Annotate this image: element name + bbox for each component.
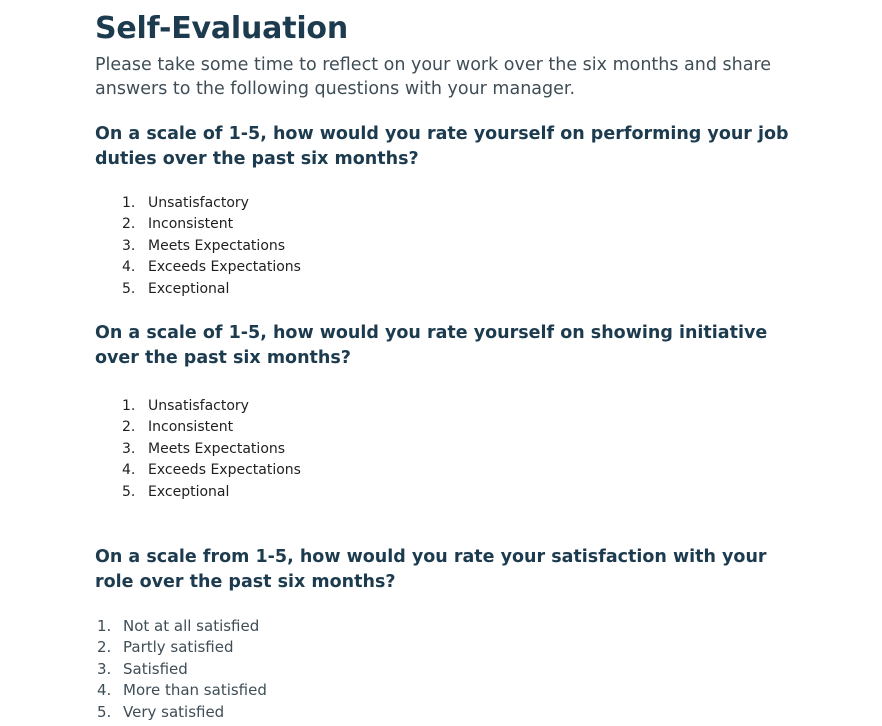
list-number: 2. [97,638,112,657]
option-label: Unsatisfactory [148,398,249,414]
list-item [97,637,267,658]
option-label: Meets Expectations [148,237,286,254]
option-label: Partly satisfied [123,638,234,657]
list-item [97,659,267,680]
list-item [97,616,267,637]
option-label: Inconsistent [148,419,234,436]
list-number: 1. [122,195,136,211]
option-label: Inconsistent [148,216,234,233]
list-item [122,279,301,300]
list-number: 1. [122,398,136,414]
option-label: Satisfied [123,659,188,678]
list-item [122,417,301,438]
page-title: Self-Evaluation [95,11,348,46]
option-label: Exceeds Expectations [148,259,301,276]
option-label: Unsatisfactory [148,195,249,211]
option-label: Very satisfied [123,702,225,721]
question-initiative: On a scale of 1-5, how would you rate yourself on showing initiative over the past six months? [95,323,768,368]
list-number: 3. [97,659,112,678]
list-item [122,214,301,235]
question-role-satisfaction: On a scale from 1-5, how would you rate your satisfaction with your role over the past six months? [95,547,767,592]
list-number: 3. [122,440,136,457]
list-number: 4. [122,259,136,276]
option-label: Exceptional [148,483,230,500]
list-item [122,193,301,214]
option-label: Meets Expectations [148,440,286,457]
list-item [97,680,267,701]
option-label: Exceptional [148,280,230,297]
list-number: 2. [122,216,136,233]
list-number: 2. [122,419,136,436]
intro-paragraph: Please take some time to reflect on your work over the six months and share answers to the following questions with your manager. [95,55,772,99]
list-item [122,439,301,460]
rating-options-role-satisfaction [97,616,267,723]
list-number: 3. [122,237,136,254]
question-job-duties: On a scale of 1-5, how would you rate yourself on performing your job duties over the past six months? [95,124,789,169]
list-item [122,396,301,417]
list-number: 1. [97,617,112,635]
list-number: 4. [97,681,112,700]
rating-options-job-duties [122,193,301,300]
list-number: 4. [122,462,136,479]
rating-options-initiative [122,396,301,503]
list-number: 5. [97,702,112,721]
option-label: Not at all satisfied [123,617,260,635]
list-item [122,482,301,503]
option-label: Exceeds Expectations [148,462,301,479]
list-number: 5. [122,280,136,297]
option-label: More than satisfied [123,681,267,700]
list-number: 5. [122,483,136,500]
list-item [122,460,301,481]
list-item [122,257,301,278]
list-item [122,236,301,257]
list-item [97,702,267,723]
